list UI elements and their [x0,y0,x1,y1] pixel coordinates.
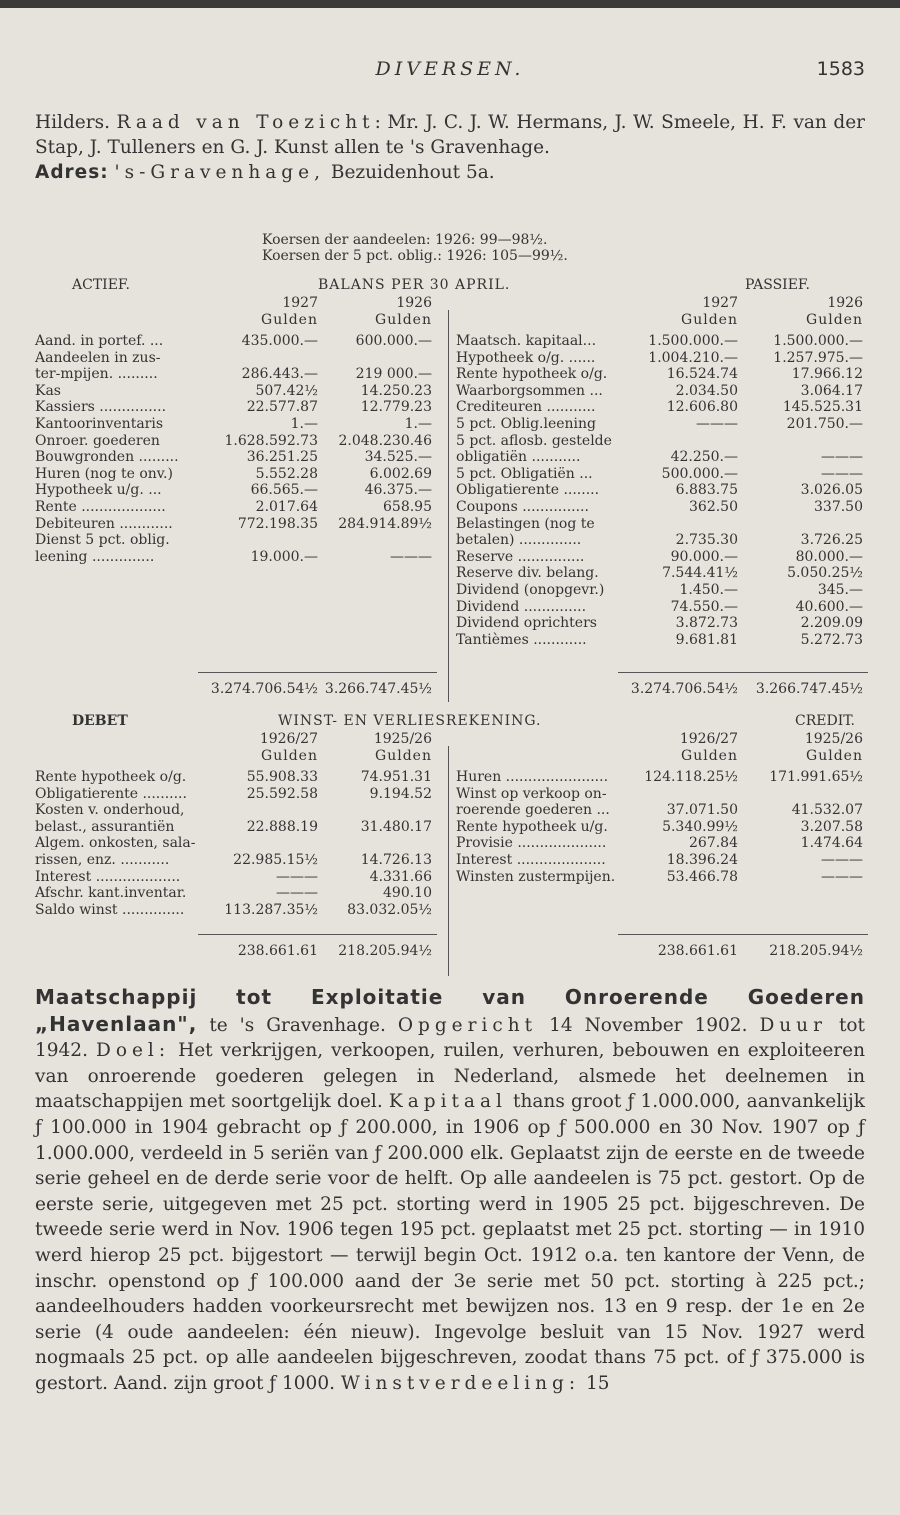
row-label: Dividend (onopgevr.) [456,582,605,598]
row-value: 22.888.19 [246,818,318,835]
doel-text: Het verkrijgen, verkoopen, ruilen, verhuren, bebouwen en exploiteeren van onroerende goederen gelegen in Nederland, alsmede het deelnemen in maatschappijen met soortgelijk doel. [35,1040,865,1113]
row-value: 3.207.58 [800,818,863,835]
total-rule [198,672,437,673]
row-value: 500.000.— [661,465,738,482]
unit-header: Gulden [806,312,863,328]
row-value: 1.500.000.— [648,333,738,349]
row-label: leening .............. [35,548,155,565]
row-value: 2.034.50 [675,382,738,399]
row-value: 600.000.— [355,333,432,349]
intro-paragraph [35,110,865,185]
page-header [35,58,865,88]
doel-label: Doel: [95,1040,171,1062]
row-value: 2.017.64 [255,499,318,515]
year-header: 1926/27 [259,731,318,747]
year-header: 1927 [702,295,738,311]
row-value: 14.250.23 [360,382,432,399]
row-label: Dividend oprichters [456,615,597,632]
row-label: Winsten zustermpijen. [456,868,616,885]
row-label: roerende goederen ... [456,802,610,819]
row-label: 5 pct. Oblig.leening [456,416,597,432]
row-value: 2.735.30 [675,532,738,549]
row-label: Kassiers ............... [35,399,167,416]
row-label: Algem. onkosten, sala- [35,835,196,852]
adres-city: 's-Gravenhage, [114,162,325,183]
table-left-heading: DEBET [72,713,128,729]
scan-edge [0,0,900,8]
year-header: 1926 [827,295,863,311]
row-value: 124.118.25½ [644,769,738,785]
row-label: obligatiën ........... [456,449,581,466]
row-label: Dienst 5 pct. oblig. [35,532,170,549]
row-value: 1.257.975.— [773,349,863,366]
row-value: 17.966.12 [791,366,863,383]
unit-header: Gulden [375,748,432,764]
row-value: 201.750.— [786,416,863,432]
row-value: 83.032.05½ [347,901,432,918]
unit-header: Gulden [806,748,863,764]
row-value: 37.071.50 [666,802,738,819]
koersen-aandeelen: Koersen der aandeelen: 1926: 99—98½. [262,232,548,248]
row-value: 507.42½ [255,382,318,399]
table-left-heading: ACTIEF. [72,277,130,293]
table-title: BALANS PER 30 APRIL. [318,277,511,293]
row-value: 80.000.— [795,548,863,565]
row-value: 34.525.— [364,449,432,466]
row-value: 14.726.13 [360,852,432,868]
row-value: 5.552.28 [255,465,318,482]
total-rule [618,934,868,935]
row-value: 1.450.— [679,582,738,598]
row-value: 9.681.81 [675,631,738,648]
row-label: Provisie .................... [456,835,607,852]
row-label: Belastingen (nog te [456,515,595,532]
row-label: Kosten v. onderhoud, [35,802,185,819]
row-value: 2.209.09 [800,615,863,632]
total-value: 3.274.706.54½ [210,681,318,697]
row-value: 3.872.73 [675,615,738,632]
table-right-heading: CREDIT. [795,713,855,729]
row-value: 5.340.99½ [662,818,738,835]
column-divider [448,746,449,976]
row-value: 5.050.25½ [787,565,863,582]
row-label: rissen, enz. ........... [35,852,170,868]
company-paragraph [35,985,865,1397]
row-value: 12.606.80 [666,399,738,416]
row-value: 12.779.23 [360,399,432,416]
row-value: 9.194.52 [369,785,432,802]
row-value: 490.10 [383,885,432,902]
row-label: Huren ....................... [456,769,609,785]
table-title: WINST- EN VERLIESREKENING. [278,713,542,729]
year-header: 1927 [282,295,318,311]
row-value: 18.396.24 [666,852,738,868]
winst-table [0,712,900,967]
unit-header: Gulden [261,748,318,764]
row-label: Crediteuren ........... [456,399,596,416]
row-value: 2.048.230.46 [338,432,432,449]
row-label: ter-mpijen. ......... [35,366,158,383]
row-label: Waarborgsommen ... [456,382,603,399]
winstverdeeling-label: Winstverdeeling: [340,1372,581,1394]
row-value: 55.908.33 [246,769,318,785]
row-value: 435.000.— [241,333,318,349]
kapitaal-text: thans groot ƒ 1.000.000, aanvankelijk ƒ 100.000 in 1904 gebracht op ƒ 200.000, in 1906 op ƒ 500.000 en 30 Nov. 1907 op ƒ 1.000.000, verdeeld in 5 seriën van ƒ 200.000 elk. Geplaatst zijn de eerste en de tweede serie geheel en de derde serie voor de helft. Op alle aandeelen is 75 pct. gestort. Op de eerste serie, uitgegeven met 25 pct. storting werd in 1905 25 pct. bijgeschreven. De tweede serie werd in Nov. 1906 tegen 195 pct. geplaatst met 25 pct. storting — in 1910 werd hierop 25 pct. bijgestort — terwijl begin Oct. 1912 o.a. ten kantore der Venn, de inschr. openstond op ƒ 100.000 aand der 3e serie met 50 pct. storting à 225 pct.; aandeelhouders hadden voorkeursrecht met bewijzen nos. 13 en 9 resp. der 1e en 2e serie (4 oude aandeelen: één nieuw). Ingevolge besluit van 15 Nov. 1927 werd nogmaals 25 pct. op alle aandeelen bijgeschreven, zoodat thans 75 pct. of ƒ 375.000 is gestort. Aand. zijn groot ƒ 1000. [35,1091,865,1394]
row-value: 36.251.25 [246,449,318,466]
row-value: 267.84 [689,835,738,852]
total-value: 3.274.706.54½ [630,681,738,697]
duur-text: tot 1942. [35,1014,865,1062]
row-value: 284.914.89½ [338,515,432,532]
year-header: 1926/27 [679,731,738,747]
row-label: 5 pct. aflosb. gestelde [456,432,612,449]
total-value: 218.205.94½ [338,943,432,959]
row-label: Rente hypotheek u/g. [456,818,608,835]
company-location: te 's Gravenhage. [209,1014,386,1036]
row-value: 42.250.— [670,449,738,466]
row-value: 7.544.41½ [662,565,738,582]
row-label: 5 pct. Obligatiën ... [456,465,593,482]
row-label: Kas [35,382,61,399]
row-value: 25.592.58 [246,785,318,802]
row-value: ——— [390,548,432,565]
row-label: Interest .................... [456,852,606,868]
duur-label: Duur [759,1014,827,1036]
row-value: 3.064.17 [800,382,863,399]
row-value: 22.985.15½ [233,852,318,868]
row-value: 658.95 [383,499,432,515]
row-value: 1.628.592.73 [224,432,318,449]
raad-label: Raad van Toezicht [116,112,375,133]
row-value: 66.565.— [250,482,318,499]
row-value: 113.287.35½ [224,901,318,918]
row-label: Bouwgronden ......... [35,449,179,466]
kapitaal-label: Kapitaal [388,1091,507,1113]
intro-lead: Hilders. [35,112,110,133]
row-value: ——— [696,416,738,432]
opgericht-label: Opgericht [397,1014,538,1036]
row-value: 337.50 [814,499,863,515]
adres-street: Bezuidenhout 5a. [330,162,495,183]
year-header: 1925/26 [373,731,432,747]
row-value: ——— [276,885,318,902]
total-value: 3.266.747.45½ [755,681,863,697]
total-value: 238.661.61 [237,943,318,959]
row-label: Reserve div. belang. [456,565,599,582]
row-value: 53.466.78 [666,868,738,885]
row-label: Debiteuren ............ [35,515,173,532]
row-value: 46.375.— [364,482,432,499]
row-label: Obligatierente ........ [456,482,600,499]
page-title: DIVERSEN. [375,58,525,80]
column-divider [448,310,449,702]
page-number: 1583 [816,58,865,80]
row-label: Huren (nog te onv.) [35,465,173,482]
unit-header: Gulden [681,748,738,764]
row-value: 3.026.05 [800,482,863,499]
total-value: 238.661.61 [657,943,738,959]
total-rule [198,934,437,935]
total-value: 218.205.94½ [769,943,863,959]
row-value: 286.443.— [241,366,318,383]
row-value: 219 000.— [355,366,432,383]
row-value: 1.— [290,416,318,432]
row-value: 6.002.69 [369,465,432,482]
koersen-block [262,232,568,264]
row-value: 1.474.64 [800,835,863,852]
row-label: Aand. in portef. ... [35,333,164,349]
row-label: Saldo winst .............. [35,901,185,918]
balans-table [0,276,900,696]
row-label: Winst op verkoop on- [456,785,607,802]
row-value: ——— [276,868,318,885]
row-value: 5.272.73 [800,631,863,648]
winstverdeeling-text: 15 [586,1372,610,1394]
row-value: 74.550.— [670,598,738,615]
row-label: Dividend .............. [456,598,587,615]
row-value: ——— [821,449,863,466]
row-label: Maatsch. kapitaal... [456,333,597,349]
koersen-obligaties: Koersen der 5 pct. oblig.: 1926: 105—99½. [262,248,568,264]
row-value: 41.532.07 [791,802,863,819]
row-value: 362.50 [689,499,738,515]
row-label: Kantoorinventaris [35,416,164,432]
total-value: 3.266.747.45½ [324,681,432,697]
year-header: 1925/26 [804,731,863,747]
row-value: 19.000.— [250,548,318,565]
unit-header: Gulden [681,312,738,328]
row-value: 90.000.— [670,548,738,565]
row-value: 40.600.— [795,598,863,615]
row-value: 74.951.31 [360,769,432,785]
row-label: Tantièmes ............ [456,631,587,648]
raad-text: : Mr. J. C. J. W. Hermans, J. W. Smeele, H. F. van der Stap, J. Tulleners en G. J. Kunst allen te 's Gravenhage. [35,112,866,158]
row-label: belast., assurantiën [35,818,175,835]
row-value: 3.726.25 [800,532,863,549]
company-name: Maatschappij tot Exploitatie van Onroerende Goederen „Havenlaan", [35,985,865,1036]
row-label: Onroer. goederen [35,432,160,449]
row-label: Rente hypotheek o/g. [456,366,608,383]
row-value: 1.500.000.— [773,333,863,349]
row-value: ——— [821,465,863,482]
row-value: 22.577.87 [246,399,318,416]
table-right-heading: PASSIEF. [745,277,810,293]
row-label: betalen) .............. [456,532,582,549]
row-value: 31.480.17 [360,818,432,835]
row-value: ——— [821,868,863,885]
total-rule [618,672,868,673]
row-value: 345.— [817,582,863,598]
row-label: Rente ................... [35,499,166,515]
opgericht-text: 14 November 1902. [549,1014,748,1036]
row-value: 16.524.74 [666,366,738,383]
row-label: Aandeelen in zus- [35,349,161,366]
row-value: 4.331.66 [369,868,432,885]
row-value: 145.525.31 [782,399,863,416]
unit-header: Gulden [375,312,432,328]
row-label: Afschr. kant.inventar. [35,885,187,902]
row-label: Rente hypotheek o/g. [35,769,187,785]
row-value: 772.198.35 [237,515,318,532]
unit-header: Gulden [261,312,318,328]
row-value: 1.004.210.— [648,349,738,366]
row-value: ——— [821,852,863,868]
row-value: 1.— [404,416,432,432]
adres-label: Adres: [35,162,109,183]
row-label: Reserve ............... [456,548,585,565]
row-label: Hypotheek u/g. ... [35,482,162,499]
row-label: Obligatierente .......... [35,785,187,802]
row-label: Hypotheek o/g. ...... [456,349,596,366]
row-label: Interest ................... [35,868,181,885]
row-label: Coupons ............... [456,499,589,515]
year-header: 1926 [396,295,432,311]
row-value: 171.991.65½ [769,769,863,785]
row-value: 6.883.75 [675,482,738,499]
